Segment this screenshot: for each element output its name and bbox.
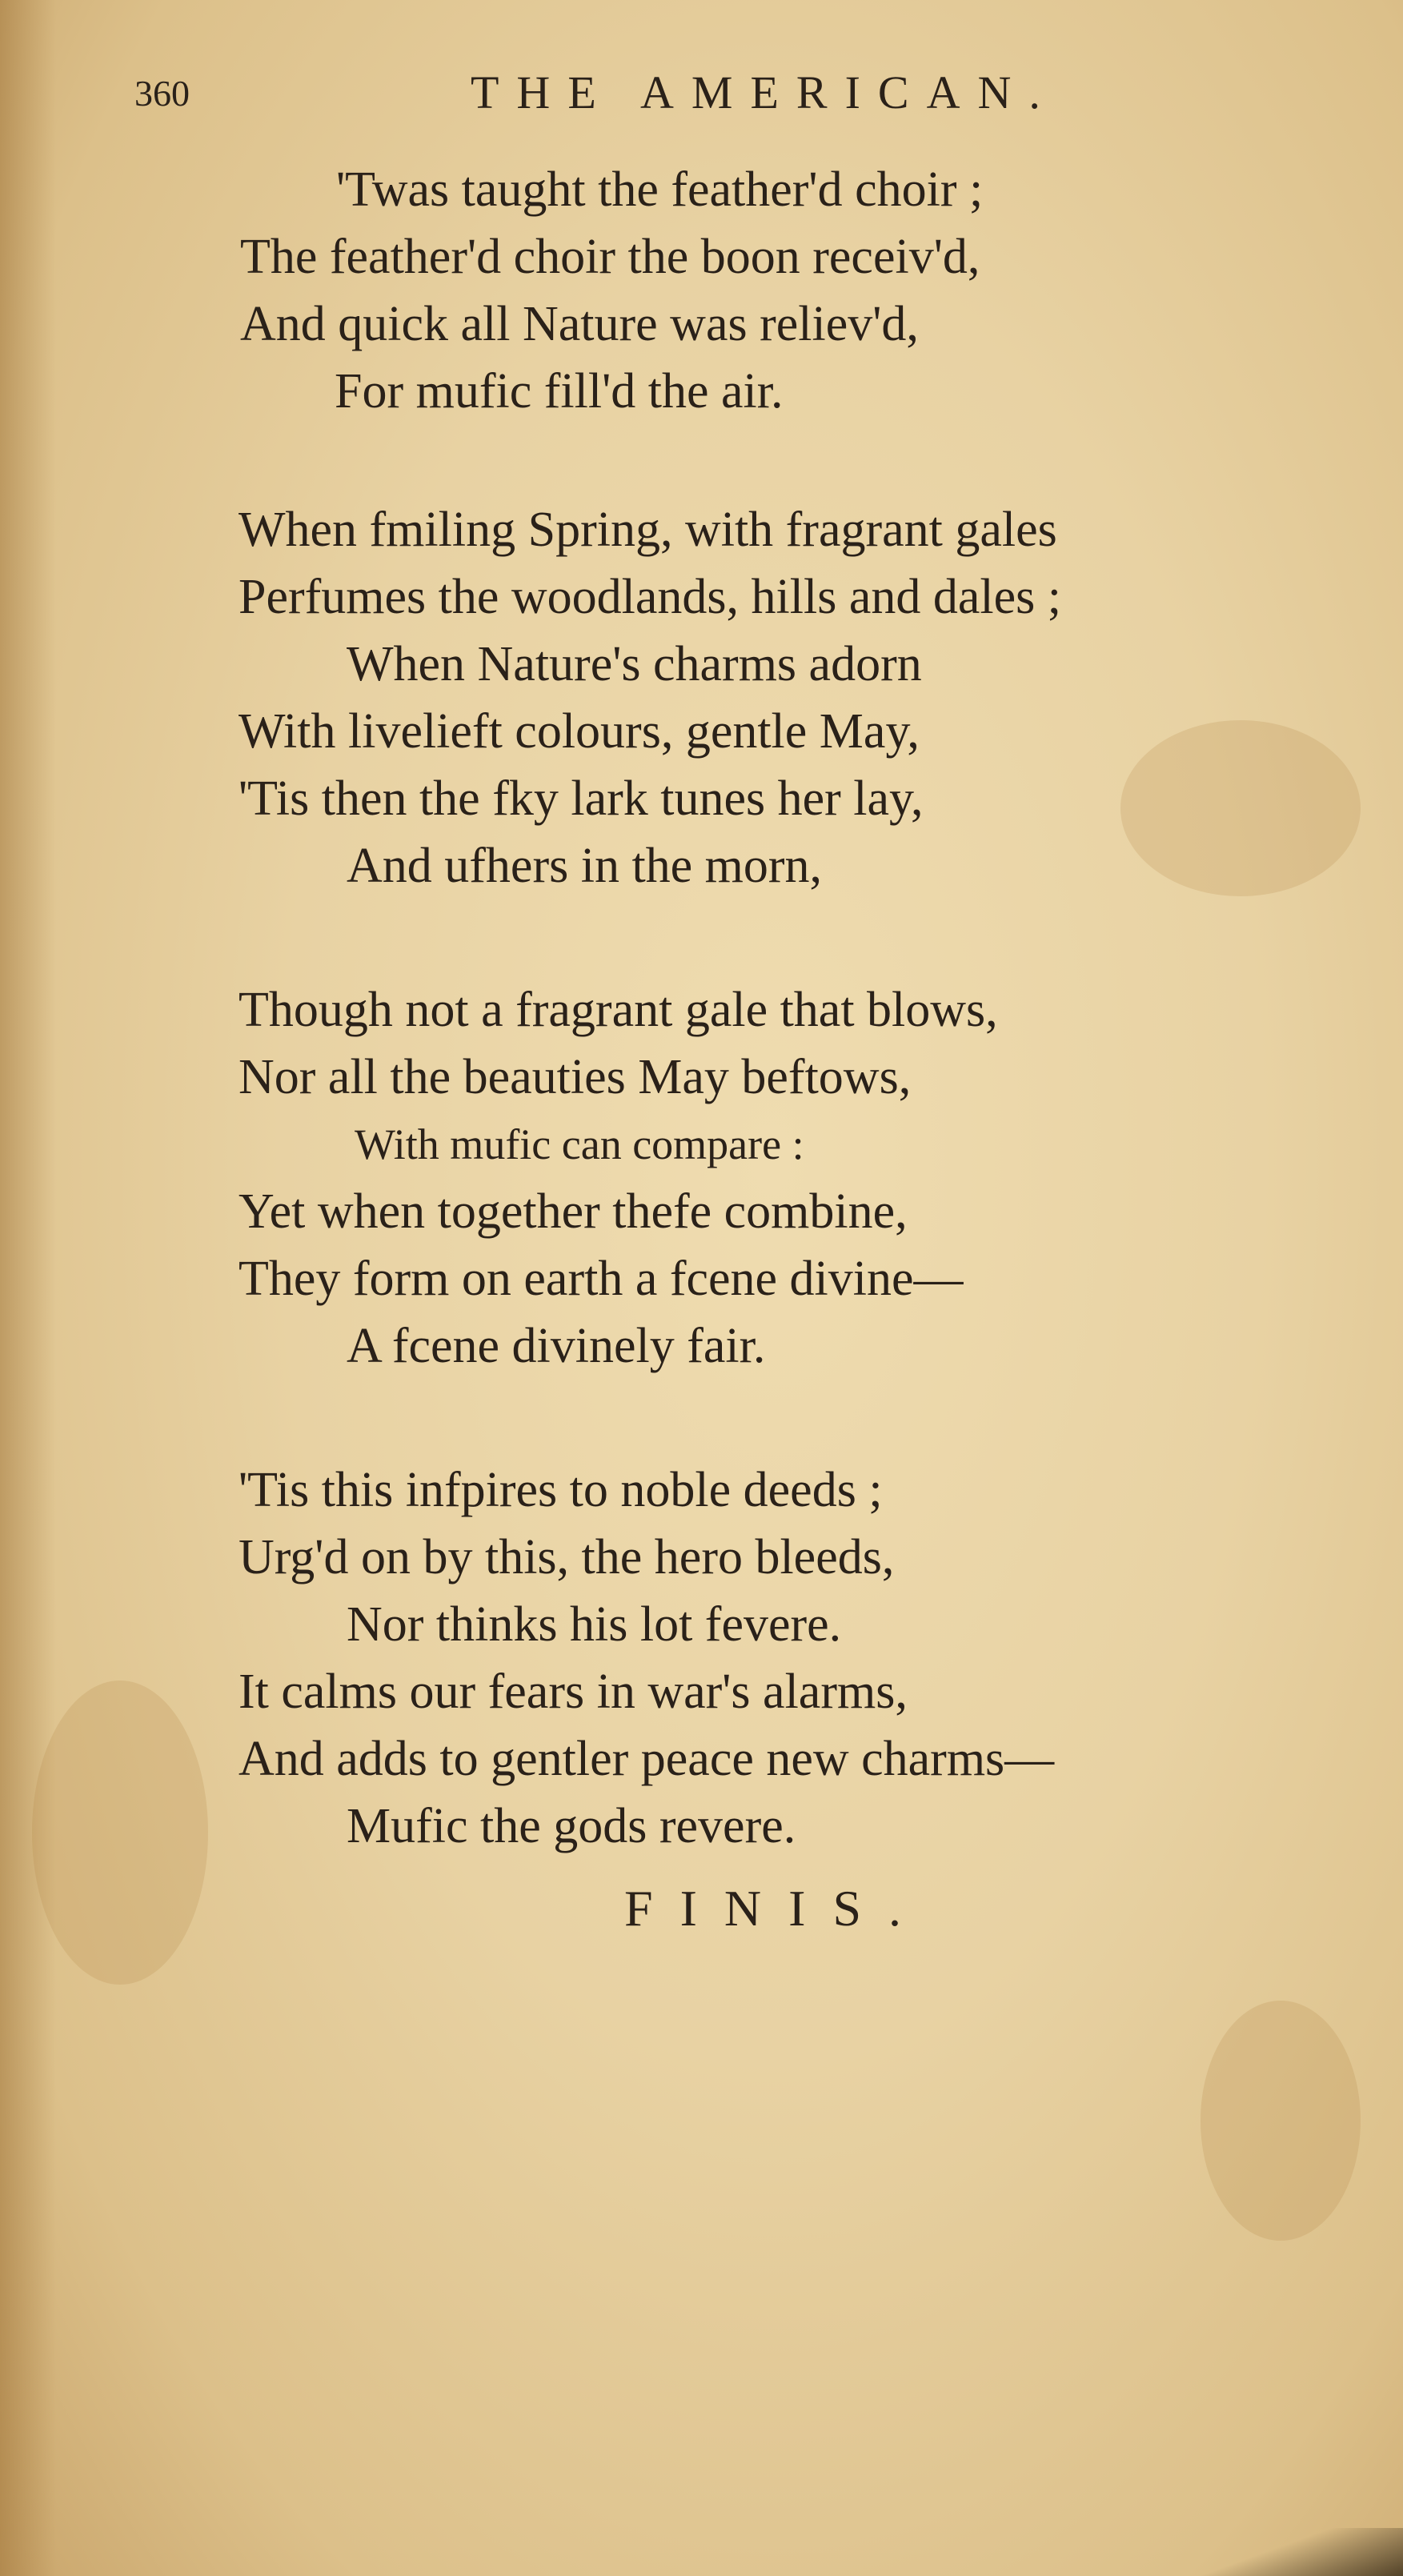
page-header bbox=[134, 66, 1058, 122]
page-corner-shadow bbox=[1195, 2528, 1403, 2576]
verse-line: Though not a fragrant gale that blows, bbox=[239, 983, 998, 1037]
verse-line: Nor thinks his lot fevere. bbox=[347, 1597, 842, 1652]
verse-line: Nor all the beauties May beftows, bbox=[239, 1050, 912, 1104]
verse-line: When fmiling Spring, with fragrant gales bbox=[239, 503, 1057, 557]
verse-line: And adds to gentler peace new charms— bbox=[239, 1732, 1055, 1786]
verse-line: They form on earth a fcene divine— bbox=[239, 1252, 964, 1306]
paper-stain bbox=[1201, 2001, 1361, 2241]
verse-line: Yet when together thefe combine, bbox=[239, 1184, 908, 1239]
stanza-3 bbox=[239, 976, 1199, 1380]
verse-line: And quick all Nature was reliev'd, bbox=[240, 297, 919, 351]
verse-line: Mufic the gods revere. bbox=[347, 1799, 796, 1853]
verse-line: 'Tis then the fky lark tunes her lay, bbox=[239, 771, 924, 826]
verse-line: When Nature's charms adorn bbox=[347, 637, 922, 691]
running-head: THE AMERICAN. bbox=[471, 66, 1058, 118]
page-number: 360 bbox=[134, 73, 190, 114]
stanza-4 bbox=[239, 1456, 1199, 1860]
verse-line: The feather'd choir the boon receiv'd, bbox=[240, 230, 980, 284]
verse-line: 'Tis this infpires to noble deeds ; bbox=[239, 1463, 883, 1517]
verse-line: 'Twas taught the feather'd choir ; bbox=[336, 162, 984, 217]
paper-stain bbox=[32, 1681, 208, 1985]
verse-line: Urg'd on by this, the hero bleeds, bbox=[239, 1530, 895, 1584]
stanza-2 bbox=[239, 496, 1199, 899]
verse-line: Perfumes the woodlands, hills and dales ; bbox=[239, 570, 1061, 624]
verse-line: With livelieft colours, gentle May, bbox=[239, 704, 920, 759]
verse-line: For mufic fill'd the air. bbox=[335, 364, 784, 419]
page-edge-shadow bbox=[0, 0, 56, 2576]
verse-line: With mufic can compare : bbox=[355, 1120, 804, 1168]
finis-colophon: FINIS. bbox=[624, 1880, 929, 1937]
verse-line: And ufhers in the morn, bbox=[347, 839, 823, 893]
verse-line: A fcene divinely fair. bbox=[347, 1319, 766, 1373]
verse-line: It calms our fears in war's alarms, bbox=[239, 1665, 908, 1719]
stanza-1 bbox=[240, 156, 1201, 425]
